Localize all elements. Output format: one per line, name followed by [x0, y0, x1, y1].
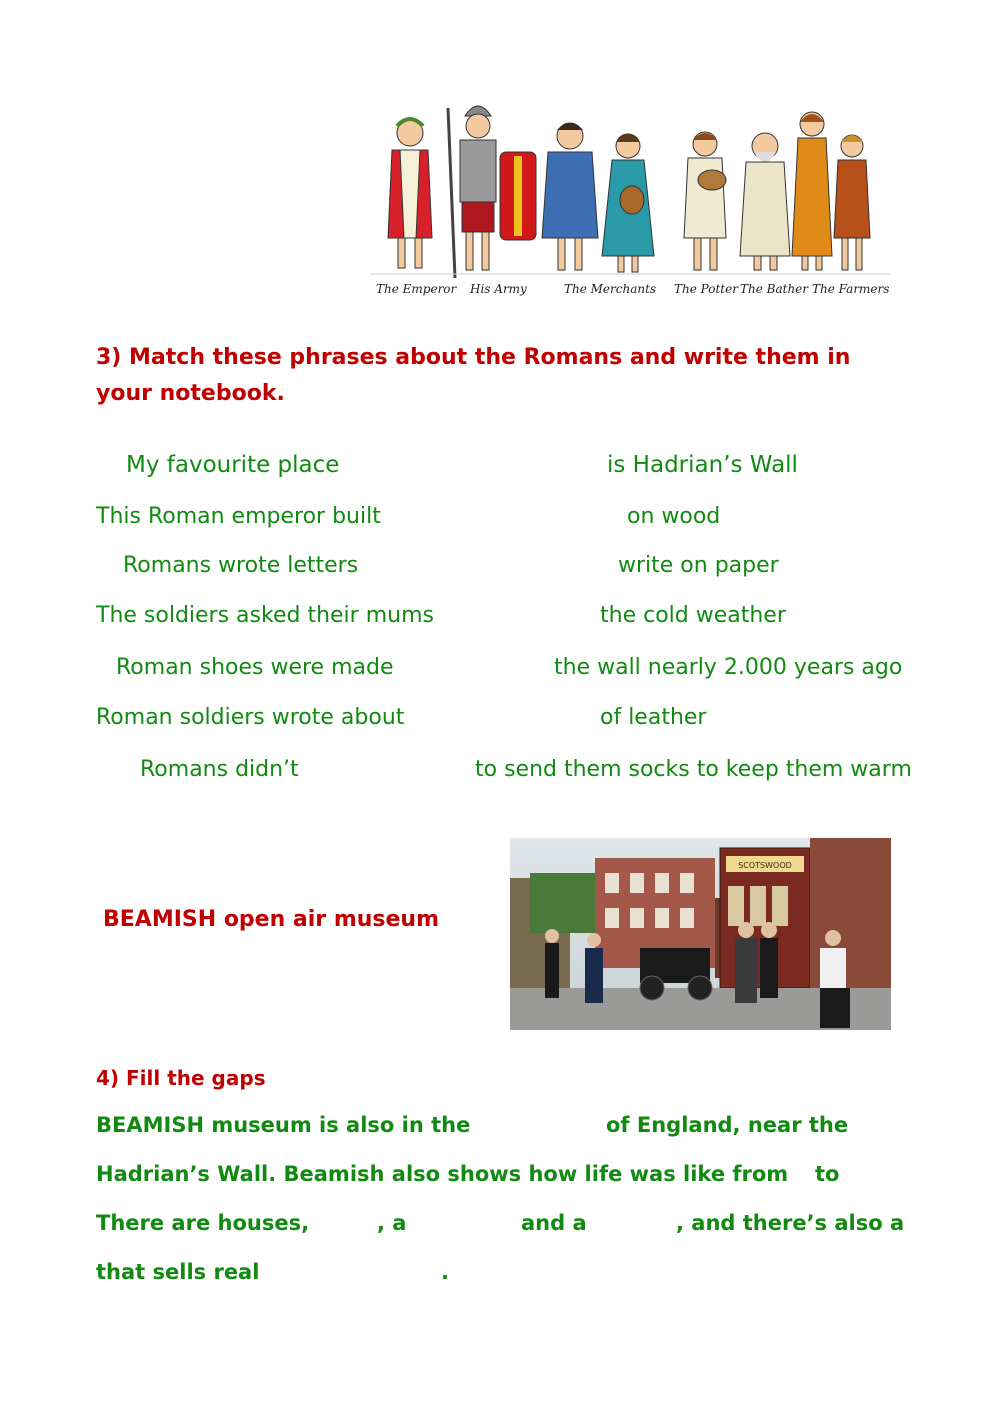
caption-merchants: The Merchants — [564, 282, 657, 296]
gap-line2-part1: Hadrian’s Wall. Beamish also shows how life was like from — [96, 1162, 789, 1186]
farmer-man-figure — [834, 135, 870, 270]
left-phrase-6: Roman soldiers wrote about — [96, 705, 405, 730]
right-phrase-5: the wall nearly 2.000 years ago — [554, 655, 903, 680]
merchant-figure — [542, 123, 598, 270]
potter-figure — [602, 134, 654, 272]
gap-line3-part4: , and there’s also a — [676, 1211, 905, 1235]
gap-line3-part3: and a — [521, 1211, 587, 1235]
beamish-street-photo — [510, 838, 891, 1030]
soldier-figure — [448, 106, 536, 278]
exercise3-heading-line2: your notebook. — [96, 381, 285, 406]
romans-figures-drawing — [370, 88, 890, 300]
exercise4-heading: 4) Fill the gaps — [96, 1066, 266, 1090]
gap-line2-part2: to — [815, 1162, 840, 1186]
bather-figure — [684, 132, 726, 270]
caption-potter: The Potter — [674, 282, 738, 296]
beamish-title: BEAMISH open air museum — [103, 907, 440, 932]
caption-emperor: The Emperor — [376, 282, 457, 296]
right-phrase-2: on wood — [627, 504, 721, 529]
left-phrase-4: The soldiers asked their mums — [96, 603, 434, 628]
romans-illustration — [370, 88, 890, 300]
caption-army: His Army — [470, 282, 527, 296]
caption-farmers: The Farmers — [812, 282, 890, 296]
right-phrase-6: of leather — [600, 705, 707, 730]
left-phrase-2: This Roman emperor built — [96, 504, 381, 529]
right-phrase-1: is Hadrian’s Wall — [607, 452, 798, 478]
left-phrase-3: Romans wrote letters — [123, 553, 359, 578]
gap-line4-part1: that sells real — [96, 1260, 260, 1284]
caption-bather: The Bather — [740, 282, 809, 296]
gap-line1-part2: of England, near the — [606, 1113, 849, 1137]
gap-line4-period: . — [441, 1260, 449, 1284]
right-phrase-4: the cold weather — [600, 603, 786, 628]
gap-line3-part2: , a — [377, 1211, 407, 1235]
beamish-photo-drawing — [510, 838, 891, 1030]
gap-line1-part1: BEAMISH museum is also in the — [96, 1113, 471, 1137]
right-phrase-7: to send them socks to keep them warm — [475, 757, 912, 782]
exercise3-heading-line1: 3) Match these phrases about the Romans and write them in — [96, 345, 851, 370]
old-man-figure — [740, 133, 790, 270]
left-phrase-7: Romans didn’t — [140, 757, 299, 782]
emperor-figure — [388, 119, 432, 268]
farmer-woman-figure — [792, 112, 832, 270]
left-phrase-5: Roman shoes were made — [116, 655, 394, 680]
right-phrase-3: write on paper — [618, 553, 779, 578]
left-phrase-1: My favourite place — [126, 452, 340, 478]
gap-line3-part1: There are houses, — [96, 1211, 310, 1235]
tram-destination-sign: SCOTSWOOD — [738, 861, 792, 870]
